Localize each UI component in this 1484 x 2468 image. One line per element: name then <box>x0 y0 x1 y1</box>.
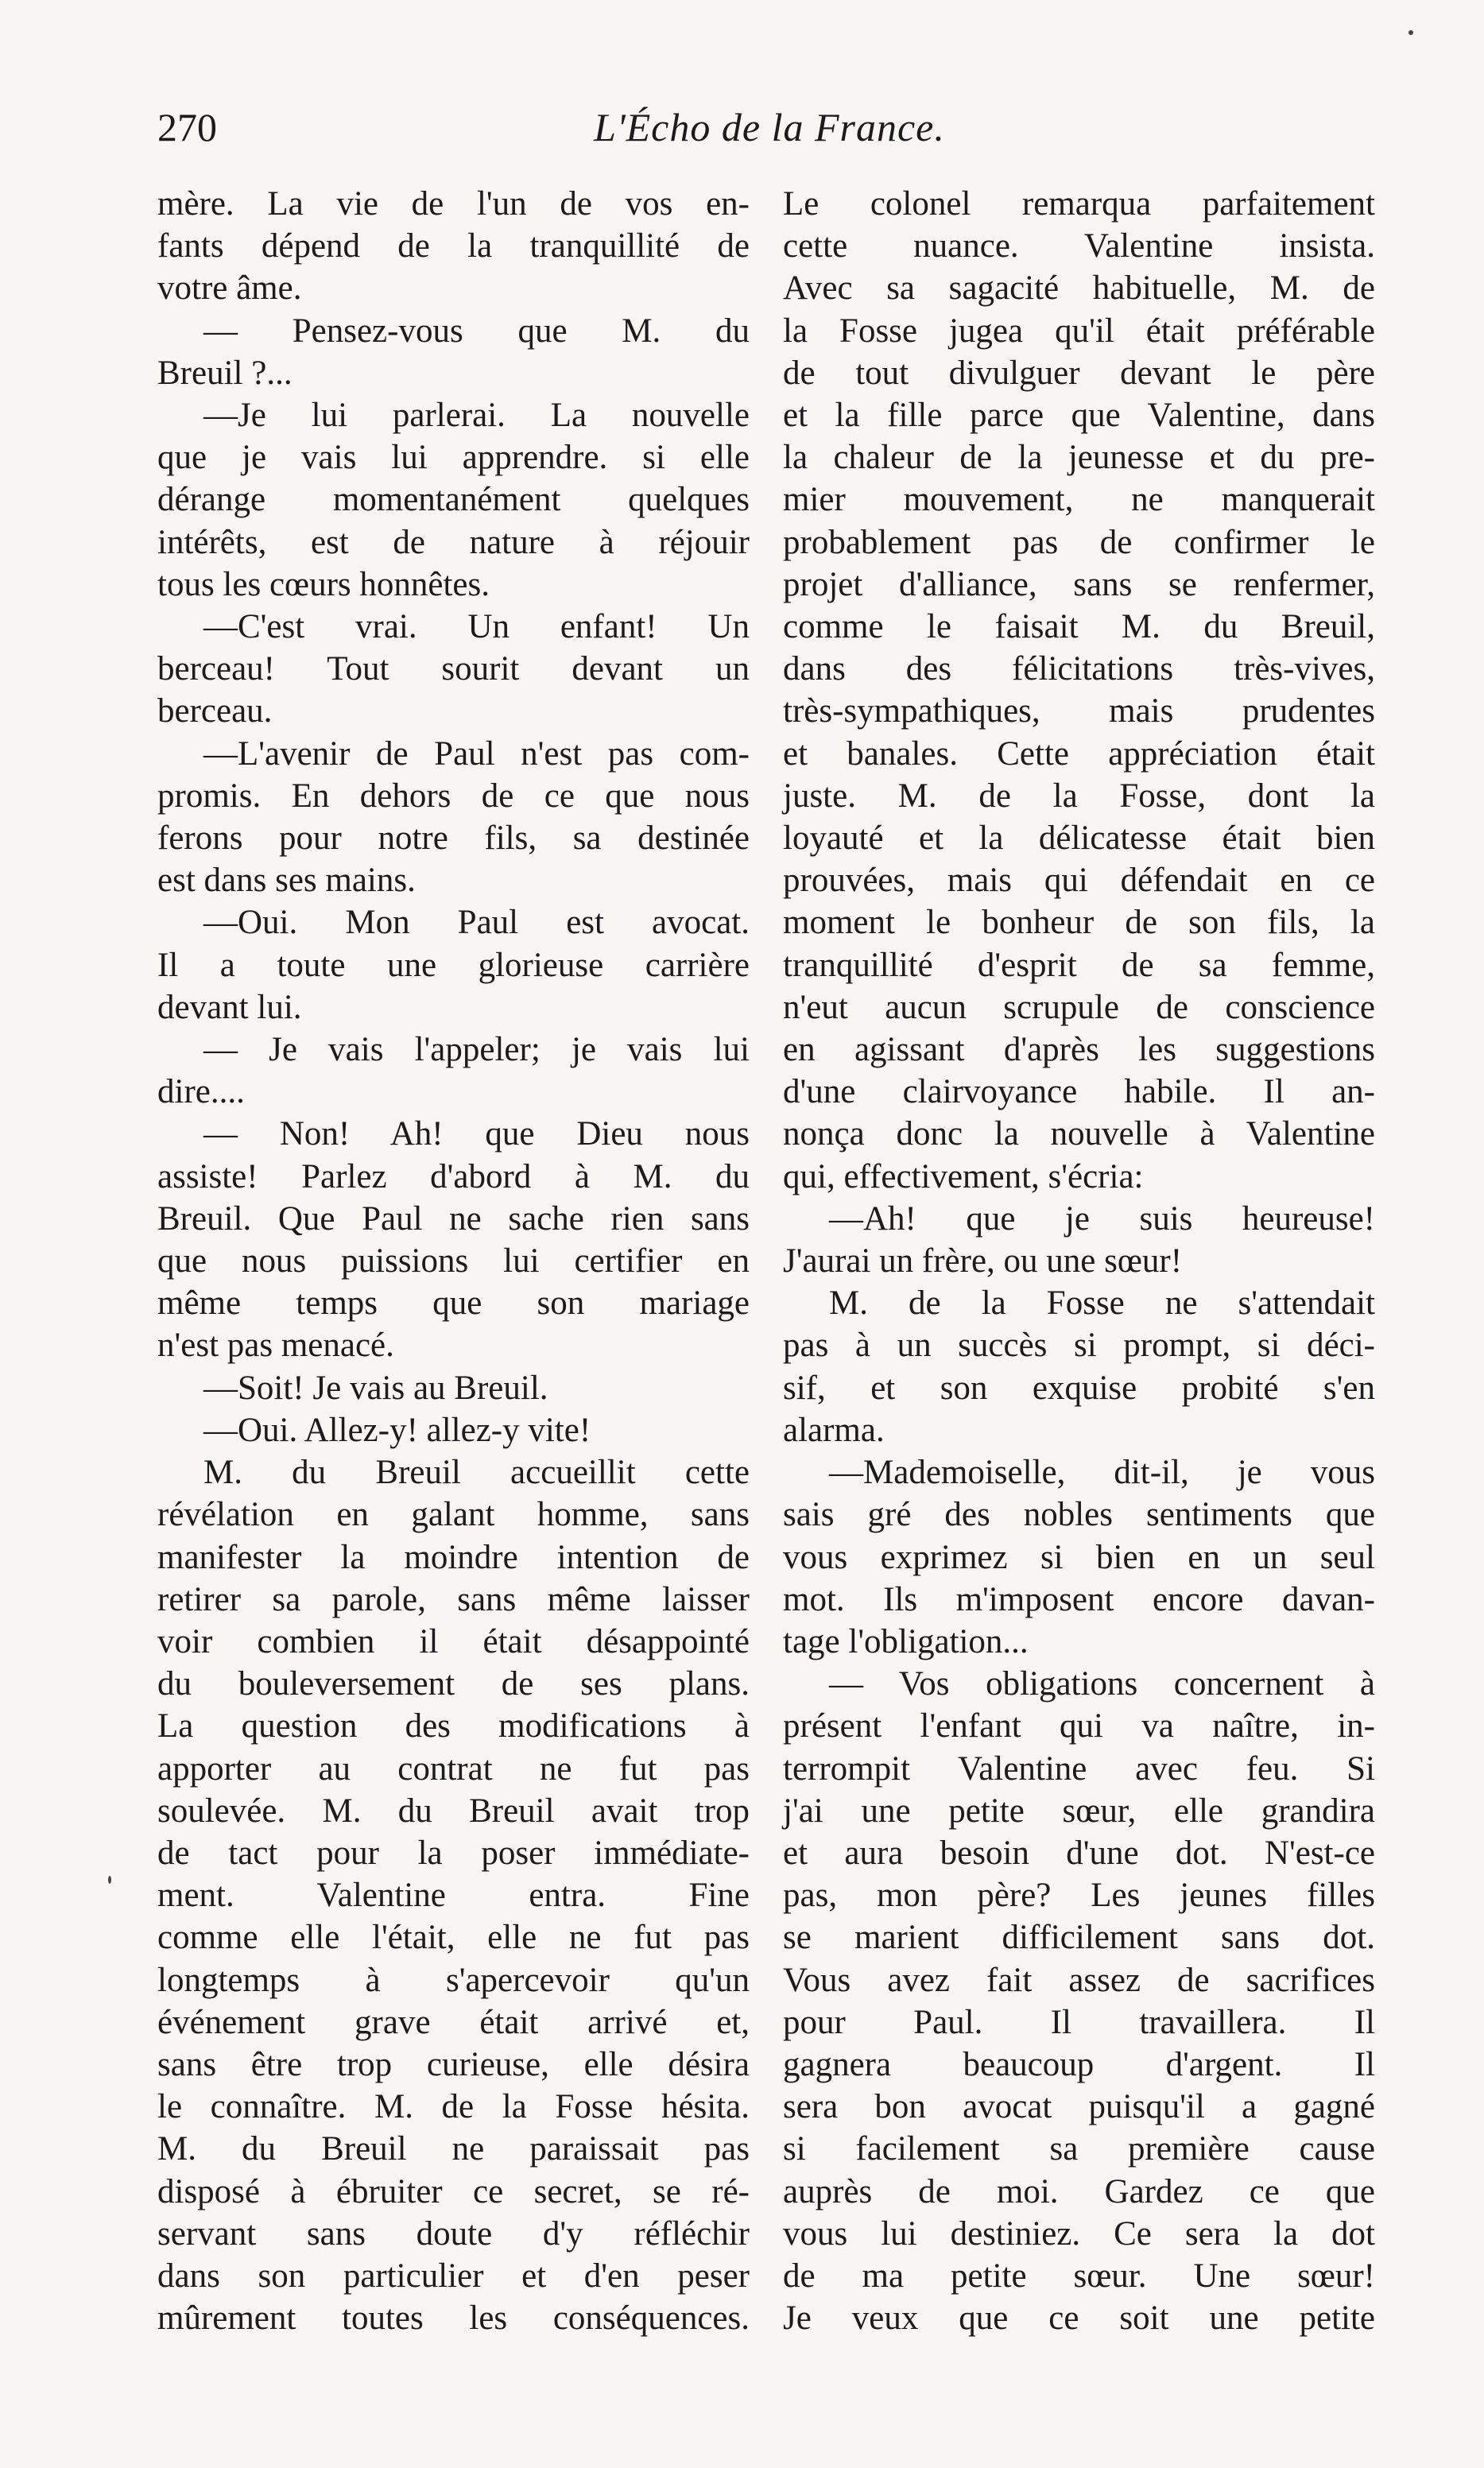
text-line: si facilement sa première cause <box>783 2130 1375 2168</box>
text-line: promis. En dehors de ce que nous <box>157 777 750 815</box>
text-line: tous les cœurs honnêtes. <box>157 565 490 603</box>
text-line: mier mouvement, ne manquerait <box>783 481 1375 519</box>
text-line: — Non! Ah! que Dieu nous <box>203 1115 750 1153</box>
text-line: même temps que son mariage <box>157 1284 750 1323</box>
text-line: devant lui. <box>157 988 302 1026</box>
text-line: mère. La vie de l'un de vos en- <box>157 185 750 223</box>
text-line: de ma petite sœur. Une sœur! <box>783 2257 1375 2295</box>
text-line: vous exprimez si bien en un seul <box>783 1538 1375 1576</box>
text-line: moment le bonheur de son fils, la <box>783 904 1375 942</box>
text-line: d'une clairvoyance habile. Il an- <box>783 1073 1375 1111</box>
text-line: servant sans doute d'y réfléchir <box>157 2214 750 2253</box>
text-line: tranquillité d'esprit de sa femme, <box>783 946 1375 984</box>
text-line: de tact pour la poser immédiate- <box>157 1834 750 1872</box>
text-line: auprès de moi. Gardez ce que <box>783 2172 1375 2210</box>
text-line: que je vais lui apprendre. si elle <box>157 439 750 477</box>
text-line: vous lui destiniez. Ce sera la dot <box>783 2214 1375 2253</box>
text-line: et banales. Cette appréciation était <box>783 734 1375 773</box>
text-line: nonça donc la nouvelle à Valentine <box>783 1115 1375 1153</box>
text-line: dire.... <box>157 1073 245 1111</box>
text-line: M. du Breuil accueillit cette <box>203 1454 750 1492</box>
text-line: présent l'enfant qui va naître, in- <box>783 1707 1375 1745</box>
text-line: berceau. <box>157 692 273 730</box>
text-line: est dans ses mains. <box>157 862 416 900</box>
text-line: Il a toute une glorieuse carrière <box>157 946 750 984</box>
text-line: que nous puissions lui certifier en <box>157 1242 750 1280</box>
text-line: et aura besoin d'une dot. N'est-ce <box>783 1834 1375 1872</box>
text-line: événement grave était arrivé et, <box>157 2003 750 2041</box>
text-line: Vous avez fait assez de sacrifices <box>783 1961 1375 1999</box>
text-line: se marient difficilement sans dot. <box>783 1919 1375 1957</box>
text-line: dans des félicitations très-vives, <box>783 650 1375 688</box>
text-line: Breuil ?... <box>157 354 293 392</box>
right-column <box>783 183 1375 2339</box>
text-line: n'eut aucun scrupule de conscience <box>783 988 1375 1026</box>
text-line: —Oui. Allez-y! allez-y vite! <box>203 1411 591 1449</box>
margin-speck <box>108 1876 111 1884</box>
text-line: la chaleur de la jeunesse et du pre- <box>783 439 1375 477</box>
text-line: disposé à ébruiter ce secret, se ré- <box>157 2172 750 2210</box>
text-line: —Ah! que je suis heureuse! <box>829 1199 1375 1238</box>
text-line: alarma. <box>783 1411 885 1449</box>
text-line: gagnera beaucoup d'argent. Il <box>783 2045 1375 2083</box>
text-line: mot. Ils m'imposent encore davan- <box>783 1580 1375 1618</box>
text-line: — Pensez-vous que M. du <box>203 312 750 350</box>
text-line: qui, effectivement, s'écria: <box>783 1157 1144 1195</box>
text-line: Le colonel remarqua parfaitement <box>783 185 1375 223</box>
text-line: votre âme. <box>157 269 302 308</box>
text-line: —Oui. Mon Paul est avocat. <box>203 904 750 942</box>
text-line: berceau! Tout sourit devant un <box>157 650 750 688</box>
text-line: fants dépend de la tranquillité de <box>157 227 750 265</box>
text-line: M. du Breuil ne paraissait pas <box>157 2130 750 2168</box>
text-line: révélation en galant homme, sans <box>157 1496 750 1534</box>
text-line: ment. Valentine entra. Fine <box>157 1877 750 1915</box>
text-line: du bouleversement de ses plans. <box>157 1665 750 1703</box>
margin-speck <box>1408 30 1413 35</box>
text-line: — Je vais l'appeler; je vais lui <box>203 1031 750 1069</box>
text-line: cette nuance. Valentine insista. <box>783 227 1375 265</box>
text-line: probablement pas de confirmer le <box>783 523 1375 561</box>
text-line: dans son particulier et d'en peser <box>157 2257 750 2295</box>
text-line: pas à un succès si prompt, si déci- <box>783 1327 1375 1365</box>
text-line: — Vos obligations concernent à <box>829 1665 1375 1703</box>
text-line: La question des modifications à <box>157 1707 750 1745</box>
text-line: —Je lui parlerai. La nouvelle <box>203 397 750 435</box>
text-line: de tout divulguer devant le père <box>783 354 1375 392</box>
page-header <box>157 95 1381 167</box>
text-line: pas, mon père? Les jeunes filles <box>783 1877 1375 1915</box>
text-line: le connaître. M. de la Fosse hésita. <box>157 2088 750 2126</box>
text-line: —Soit! Je vais au Breuil. <box>203 1369 548 1407</box>
text-line: et la fille parce que Valentine, dans <box>783 397 1375 435</box>
running-title: L'Écho de la France. <box>594 105 945 149</box>
text-line: sais gré des nobles sentiments que <box>783 1496 1375 1534</box>
text-line: M. de la Fosse ne s'attendait <box>829 1284 1375 1323</box>
text-line: très-sympathiques, mais prudentes <box>783 692 1375 730</box>
text-line: j'ai une petite sœur, elle grandira <box>783 1792 1375 1830</box>
text-line: mûrement toutes les conséquences. <box>157 2299 750 2338</box>
text-line: manifester la moindre intention de <box>157 1538 750 1576</box>
text-line: sans être trop curieuse, elle désira <box>157 2045 750 2083</box>
text-line: Avec sa sagacité habituelle, M. de <box>783 269 1375 308</box>
text-line: en agissant d'après les suggestions <box>783 1031 1375 1069</box>
text-line: Breuil. Que Paul ne sache rien sans <box>157 1199 750 1238</box>
left-column <box>157 183 750 2339</box>
text-line: sif, et son exquise probité s'en <box>783 1369 1375 1407</box>
text-line: juste. M. de la Fosse, dont la <box>783 777 1375 815</box>
page-number: 270 <box>157 105 217 149</box>
text-line: ferons pour notre fils, sa destinée <box>157 819 750 858</box>
text-line: voir combien il était désappointé <box>157 1622 750 1660</box>
text-line: n'est pas menacé. <box>157 1327 394 1365</box>
text-line: soulevée. M. du Breuil avait trop <box>157 1792 750 1830</box>
text-line: prouvées, mais qui défendait en ce <box>783 862 1375 900</box>
text-line: —L'avenir de Paul n'est pas com- <box>203 734 750 773</box>
text-line: longtemps à s'apercevoir qu'un <box>157 1961 750 1999</box>
text-line: loyauté et la délicatesse était bien <box>783 819 1375 858</box>
text-line: apporter au contrat ne fut pas <box>157 1749 750 1788</box>
text-line: comme le faisait M. du Breuil, <box>783 608 1375 646</box>
text-line: projet d'alliance, sans se renfermer, <box>783 565 1375 603</box>
text-line: pour Paul. Il travaillera. Il <box>783 2003 1375 2041</box>
text-line: dérange momentanément quelques <box>157 481 750 519</box>
text-line: la Fosse jugea qu'il était préférable <box>783 312 1375 350</box>
text-line: intérêts, est de nature à réjouir <box>157 523 750 561</box>
text-line: —C'est vrai. Un enfant! Un <box>203 608 750 646</box>
text-line: retirer sa parole, sans même laisser <box>157 1580 750 1618</box>
text-line: terrompit Valentine avec feu. Si <box>783 1749 1375 1788</box>
text-line: assiste! Parlez d'abord à M. du <box>157 1157 750 1195</box>
text-line: —Mademoiselle, dit-il, je vous <box>829 1454 1375 1492</box>
text-line: comme elle l'était, elle ne fut pas <box>157 1919 750 1957</box>
text-line: J'aurai un frère, ou une sœur! <box>783 1242 1183 1280</box>
text-line: sera bon avocat puisqu'il a gagné <box>783 2088 1375 2126</box>
text-line: Je veux que ce soit une petite <box>783 2299 1375 2338</box>
text-line: tage l'obligation... <box>783 1622 1029 1660</box>
